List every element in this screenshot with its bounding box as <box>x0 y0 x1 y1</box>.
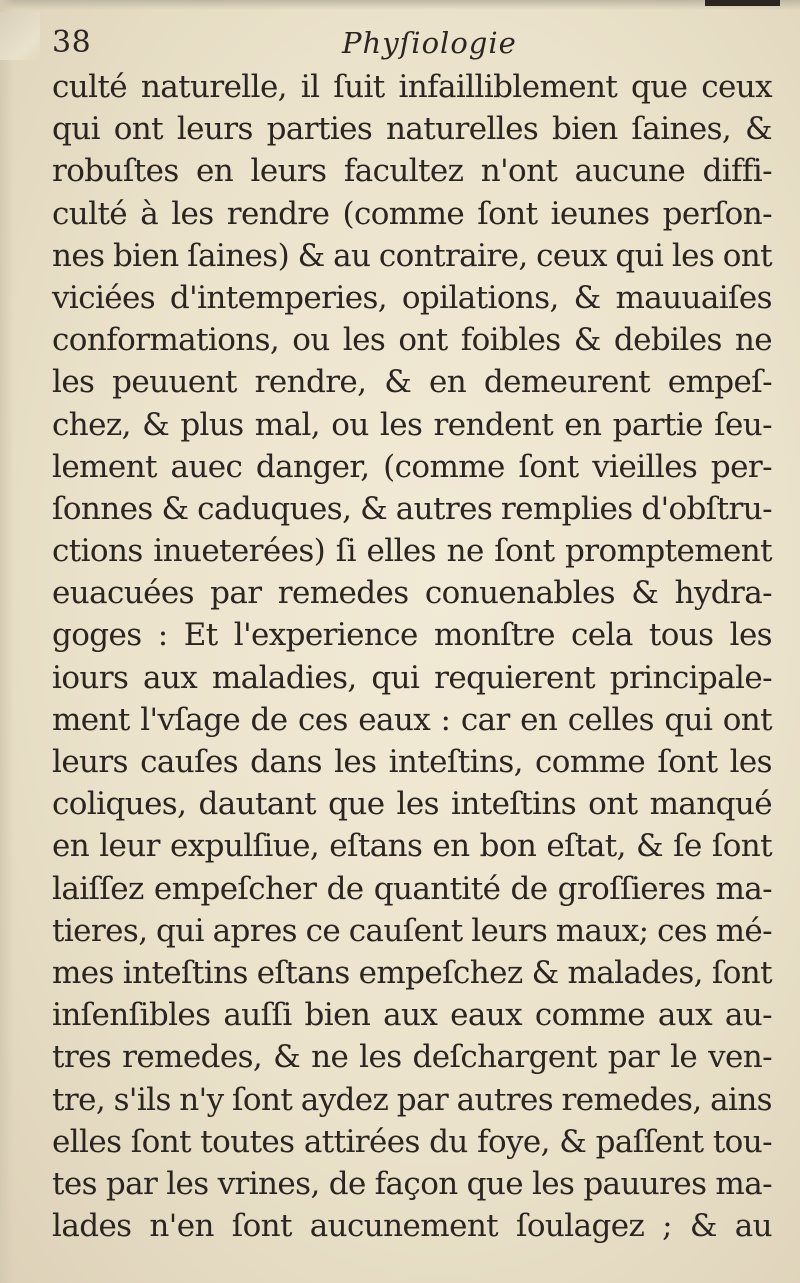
body-text <box>52 66 772 1247</box>
text-line: lement auec danger, (comme ſont vieilles per- <box>52 448 772 485</box>
text-line: inſenſibles auſſi bien aux eaux comme aux au- <box>52 997 772 1034</box>
text-line: qui ont leurs parties naturelles bien ſaines, & <box>52 111 772 148</box>
text-line: iours aux maladies, qui requierent principale- <box>52 659 772 696</box>
text-line: conformations, ou les ont foibles & debiles ne <box>52 322 772 359</box>
text-line: ctions inueterées) ſi elles ne ſont promptement <box>52 533 772 570</box>
text-line: culté à les rendre (comme ſont ieunes perſon- <box>52 195 772 232</box>
text-line: tres remedes, & ne les deſchargent par le ven- <box>52 1039 772 1076</box>
text-line: tre, s'ils n'y ſont aydez par autres remedes, ains <box>52 1081 772 1118</box>
page-top-mark <box>705 0 780 6</box>
page-number: 38 <box>52 25 92 60</box>
text-line: elles ſont toutes attirées du foye, & paſſent tou- <box>52 1123 772 1160</box>
text-line: les peuuent rendre, & en demeurent empeſ- <box>52 364 772 401</box>
text-line: laiſſez empeſcher de quantité de groſſieres ma- <box>52 870 772 907</box>
text-line: lades n'en ſont aucunement ſoulagez ; & au <box>52 1208 772 1245</box>
page-corner-wear <box>0 12 40 60</box>
page-top-shadow <box>0 0 800 10</box>
page-left-edge <box>0 0 14 1283</box>
text-line: tes par les vrines, de façon que les pauures ma- <box>52 1165 772 1202</box>
text-line: leurs cauſes dans les inteſtins, comme ſont les <box>52 744 772 780</box>
text-line: nes bien ſaines) & au contraire, ceux qui les ont <box>52 237 772 274</box>
running-head: Phyſiologie <box>342 26 517 60</box>
text-line: goges : Et l'experience monſtre cela tous les <box>52 617 772 654</box>
text-line: chez, & plus mal, ou les rendent en partie ſeu- <box>52 406 772 443</box>
text-line: mes inteſtins eſtans empeſchez & malades, ſont <box>52 954 772 991</box>
text-line: culté naturelle, il ſuit infailliblement que ceux <box>52 69 772 105</box>
text-line: en leur expulſiue, eſtans en bon eſtat, & ſe ſont <box>52 828 772 865</box>
text-line: robuſtes en leurs facultez n'ont aucune diffi- <box>52 153 772 190</box>
text-line: ſonnes & caduques, & autres remplies d'obſtru- <box>52 490 772 527</box>
text-line: ment l'vſage de ces eaux : car en celles qui ont <box>52 701 772 738</box>
text-line: euacuées par remedes conuenables & hydra- <box>52 575 772 612</box>
text-line: coliques, dautant que les inteſtins ont manqué <box>52 786 772 823</box>
text-line: tieres, qui apres ce cauſent leurs maux; ces mé- <box>52 912 772 949</box>
text-line: viciées d'intemperies, opilations, & mauuaiſes <box>52 279 772 316</box>
page-header <box>52 18 752 68</box>
